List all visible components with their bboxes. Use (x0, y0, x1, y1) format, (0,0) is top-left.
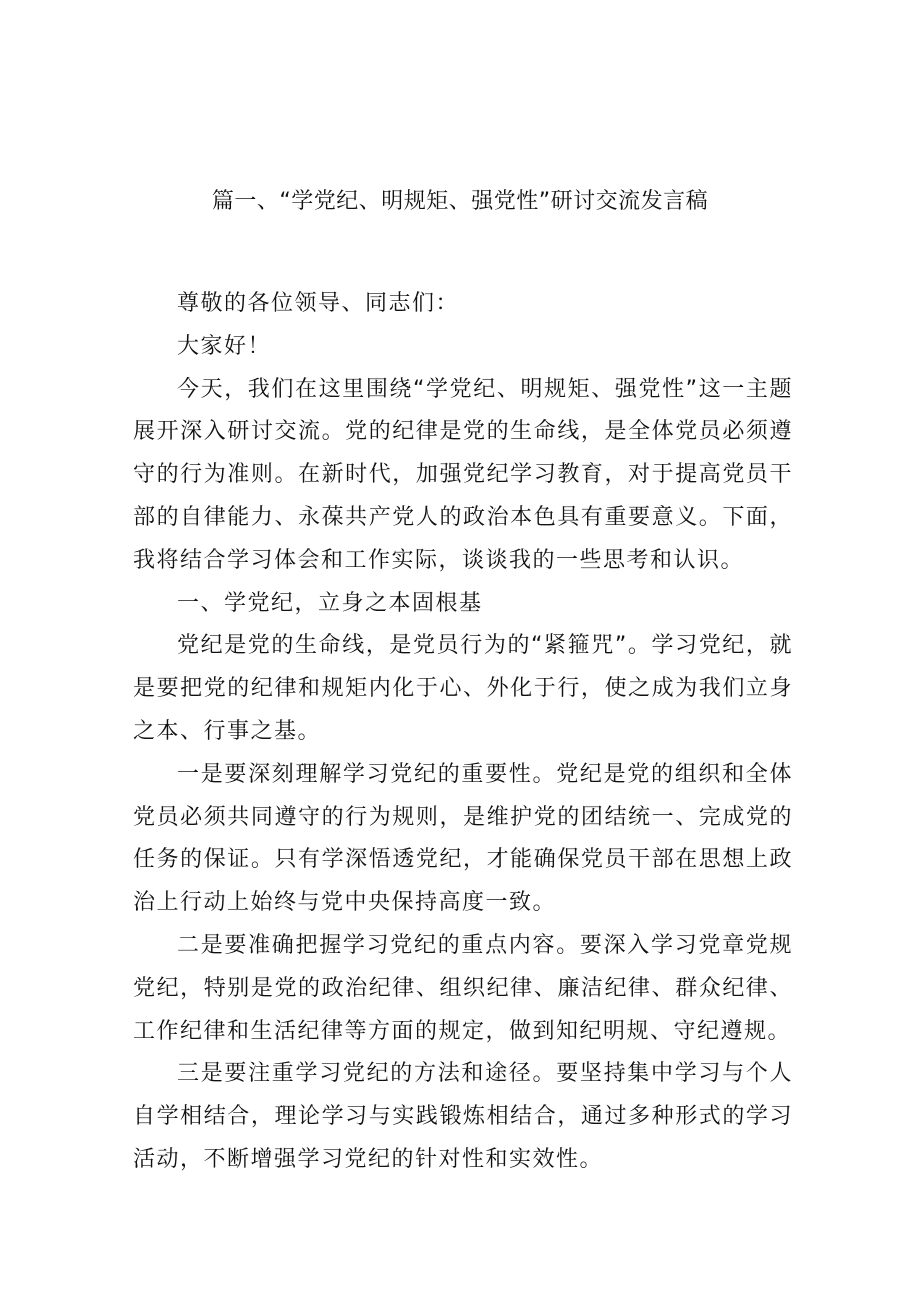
body-paragraph: 二是要准确把握学习党纪的重点内容。要深入学习党章党规党纪，特别是党的政治纪律、组织纪律、廉洁纪律、群众纪律、工作纪律和生活纪律等方面的规定，做到知纪明规、守纪遵规。 (133, 932, 793, 1044)
section-heading: 一、学党纪，立身之本固根基 (177, 590, 483, 616)
body-paragraph: 三是要注重学习党纪的方法和途径。要坚持集中学习与个人自学相结合，理论学习与实践锻炼相结合，通过多种形式的学习活动，不断增强学习党纪的针对性和实效性。 (133, 1061, 793, 1172)
intro-paragraph: 今天，我们在这里围绕“学党纪、明规矩、强党性”这一主题展开深入研讨交流。党的纪律是党的生命线，是全体党员必须遵守的行为准则。在新时代，加强党纪学习教育，对于提高党员干部的自律能力、永葆共产党人的政治本色具有重要意义。下面，我将结合学习体会和工作实际，谈谈我的一些思考和认识。 (133, 376, 793, 573)
body-paragraph: 一是要深刻理解学习党纪的重要性。党纪是党的组织和全体党员必须共同遵守的行为规则，是维护党的团结统一、完成党的任务的保证。只有学深悟透党纪，才能确保党员干部在思想上政治上行动上始终与党中央保持高度一致。 (133, 761, 793, 916)
document-title: 篇一、“学党纪、明规矩、强党性”研讨交流发言稿 (211, 189, 709, 214)
document-body (133, 283, 793, 1182)
greeting: 大家好！ (177, 333, 272, 359)
body-paragraph: 党纪是党的生命线，是党员行为的“紧箍咒”。学习党纪，就是要把党的纪律和规矩内化于心、外化于行，使之成为我们立身之本、行事之基。 (133, 633, 793, 744)
salutation: 尊敬的各位领导、同志们： (177, 291, 460, 316)
